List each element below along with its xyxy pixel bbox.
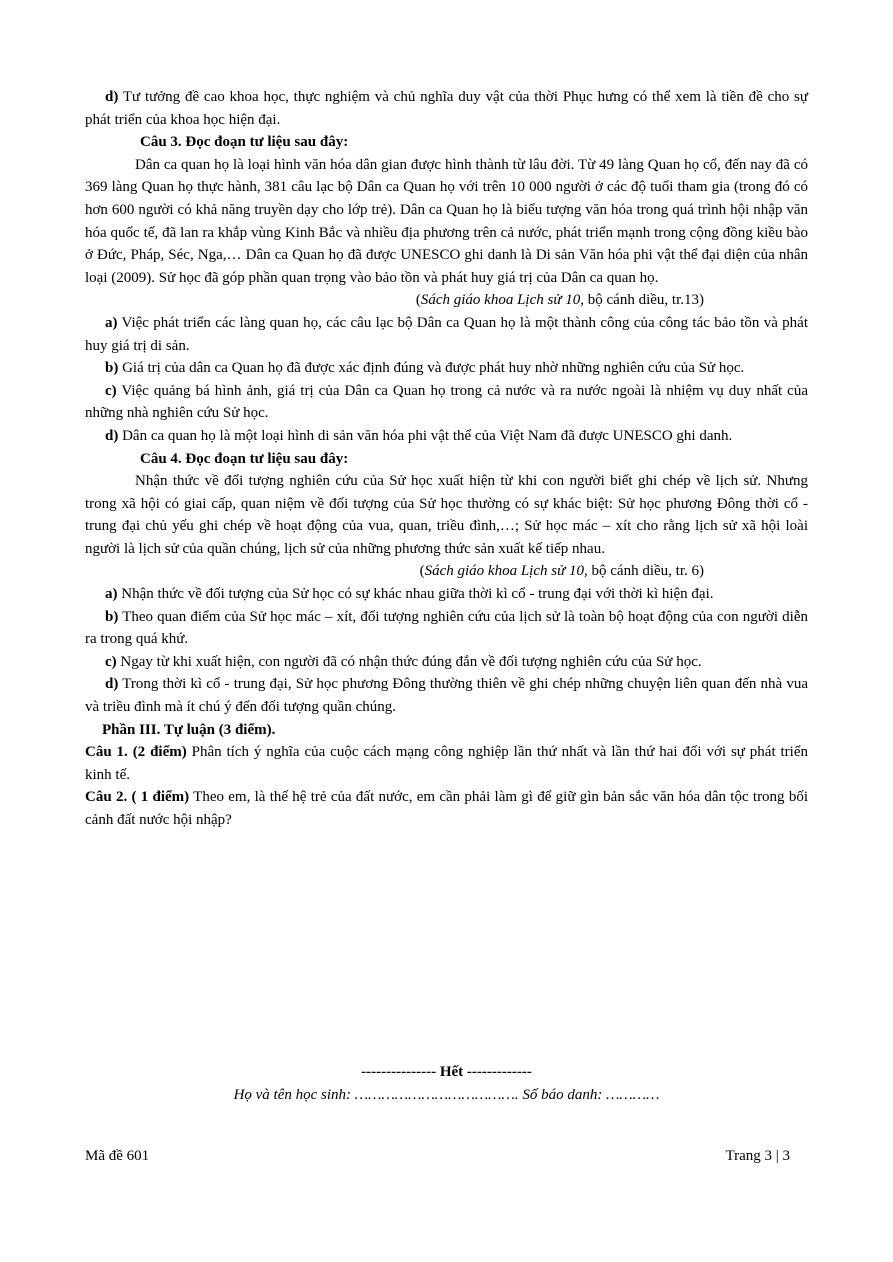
q4-item-c bbox=[85, 651, 808, 674]
q4-title: Câu 4. Đọc đoạn tư liệu sau đây: bbox=[140, 450, 349, 467]
item-text: Việc phát triển các làng quan họ, các câu lạc bộ Dân ca Quan họ là một thành công của công tác bảo tồn và phát huy giá trị di sản. bbox=[85, 314, 808, 354]
q3-item-b bbox=[85, 357, 808, 380]
q4-item-a bbox=[85, 583, 808, 606]
question-label: Câu 1. (2 điểm) bbox=[85, 744, 187, 761]
q3-passage: Dân ca quan họ là loại hình văn hóa dân gian được hình thành từ lâu đời. Từ 49 làng Quan họ cổ, đến nay đã có 369 làng Quan họ thực hành, 381 câu lạc bộ Dân ca Quan họ với trên 10 000 người ở các độ tuổi tham gia (trong đó có hơn 600 người có khả năng truyền dạy cho lớp trẻ). Dân ca Quan họ là biểu tượng văn hóa trong quá trình hội nhập văn hóa quốc tế, đã lan ra khắp vùng Kinh Bắc và nhiều địa phương trên cả nước, phát triển mạnh trong cộng đồng kiều bào ở Đức, Pháp, Séc, Nga,… Dân ca Quan họ đã được UNESCO ghi danh là Di sản Văn hóa phi vật thể đại diện của nhân loại (2009). Sử học đã góp phần quan trọng vào bảo tồn và phát huy giá trị của Dân ca quan họ. bbox=[85, 156, 808, 286]
q3-item-c bbox=[85, 380, 808, 425]
page-content bbox=[85, 86, 808, 832]
q3-source bbox=[85, 289, 808, 312]
item-label: a) bbox=[105, 586, 118, 603]
essay-question-1 bbox=[85, 741, 808, 786]
source-rest: , bộ cánh diều, tr. 6) bbox=[584, 563, 704, 580]
source-rest: , bộ cánh diều, tr.13) bbox=[580, 292, 704, 309]
essay-question-2 bbox=[85, 786, 808, 831]
q4-source bbox=[85, 560, 808, 583]
item-text: Việc quảng bá hình ảnh, giá trị của Dân ca Quan họ trong cả nước và ra nước ngoài là nhiệm vụ duy nhất của những nhà nghiên cứu Sử học. bbox=[85, 382, 808, 422]
item-text: Dân ca quan họ là một loại hình di sản văn hóa phi vật thể của Việt Nam đã được UNESCO ghi danh. bbox=[118, 427, 733, 444]
q3-item-a bbox=[85, 312, 808, 357]
item-text: Giá trị của dân ca Quan họ đã được xác định đúng và được phát huy nhờ những nghiên cứu của Sử học. bbox=[118, 360, 745, 377]
item-label: c) bbox=[105, 653, 117, 670]
exam-code: Mã đề 601 bbox=[85, 1148, 150, 1164]
q4-passage: Nhận thức về đối tượng nghiên cứu của Sử học xuất hiện từ khi con người biết ghi chép về lịch sử. Nhưng trong xã hội có giai cấp, quan niệm về đối tượng của Sử học thường có sự khác biệt: Sử học phương Đông thời cổ - trung đại chủ yếu ghi chép về hoạt động của vua, quan, triều đình,…; Sử học mác – xít cho rằng lịch sử xã hội loài người là lịch sử của quần chúng, lịch sử của những phương thức sản xuất kế tiếp nhau. bbox=[85, 473, 808, 557]
q2-item-d bbox=[85, 86, 808, 131]
student-signature-line: Họ và tên học sinh: ………………………………. Số báo danh: ………… bbox=[233, 1087, 660, 1103]
item-label: d) bbox=[105, 89, 119, 105]
q4-item-b bbox=[85, 606, 808, 651]
page-number: Trang 3 | 3 bbox=[725, 1148, 790, 1164]
source-open: ( bbox=[419, 563, 425, 580]
question-text: Phân tích ý nghĩa của cuộc cách mạng công nghiệp lần thứ nhất và lần thứ hai đối với sự phát triển kinh tế. bbox=[85, 744, 808, 783]
item-label: d) bbox=[105, 427, 119, 444]
question-label: Câu 2. ( 1 điểm) bbox=[85, 789, 190, 806]
item-text: Tư tưởng đề cao khoa học, thực nghiệm và chủ nghĩa duy vật của thời Phục hưng có thể xem là tiền đề cho sự phát triển của khoa học hiện đại. bbox=[85, 89, 808, 128]
q3-title: Câu 3. Đọc đoạn tư liệu sau đây: bbox=[140, 134, 349, 151]
item-label: b) bbox=[105, 608, 119, 625]
item-label: c) bbox=[105, 382, 117, 399]
item-label: d) bbox=[105, 676, 119, 693]
question-text: Theo em, là thế hệ trẻ của đất nước, em cần phải làm gì để giữ gìn bản sắc văn hóa dân tộc trong bối cảnh đất nước hội nhập? bbox=[85, 789, 808, 828]
q4-item-d bbox=[85, 673, 808, 718]
q3-item-d bbox=[85, 425, 808, 448]
item-text: Trong thời kì cổ - trung đại, Sử học phương Đông thường thiên về ghi chép những chuyện liên quan đến nhà vua và triều đình mà ít chú ý đến đối tượng quần chúng. bbox=[85, 676, 808, 716]
part3-title: Phần III. Tự luận (3 điểm). bbox=[102, 721, 276, 738]
source-book: Sách giáo khoa Lịch sử 10 bbox=[420, 292, 581, 309]
item-text: Theo quan điểm của Sử học mác – xít, đối tượng nghiên cứu của lịch sử là toàn bộ hoạt động của con người diễn ra trong quá khứ. bbox=[85, 608, 808, 648]
end-mark: --------------- Hết ------------- bbox=[361, 1064, 532, 1080]
item-text: Nhận thức về đối tượng của Sử học có sự khác nhau giữa thời kì cổ - trung đại với thời kì hiện đại. bbox=[117, 586, 714, 603]
item-text: Ngay từ khi xuất hiện, con người đã có nhận thức đúng đắn về đối tượng nghiên cứu của Sử học. bbox=[116, 653, 702, 670]
source-open: ( bbox=[415, 292, 421, 309]
source-book: Sách giáo khoa Lịch sử 10 bbox=[424, 563, 585, 580]
item-label: a) bbox=[105, 314, 118, 331]
item-label: b) bbox=[105, 360, 119, 377]
